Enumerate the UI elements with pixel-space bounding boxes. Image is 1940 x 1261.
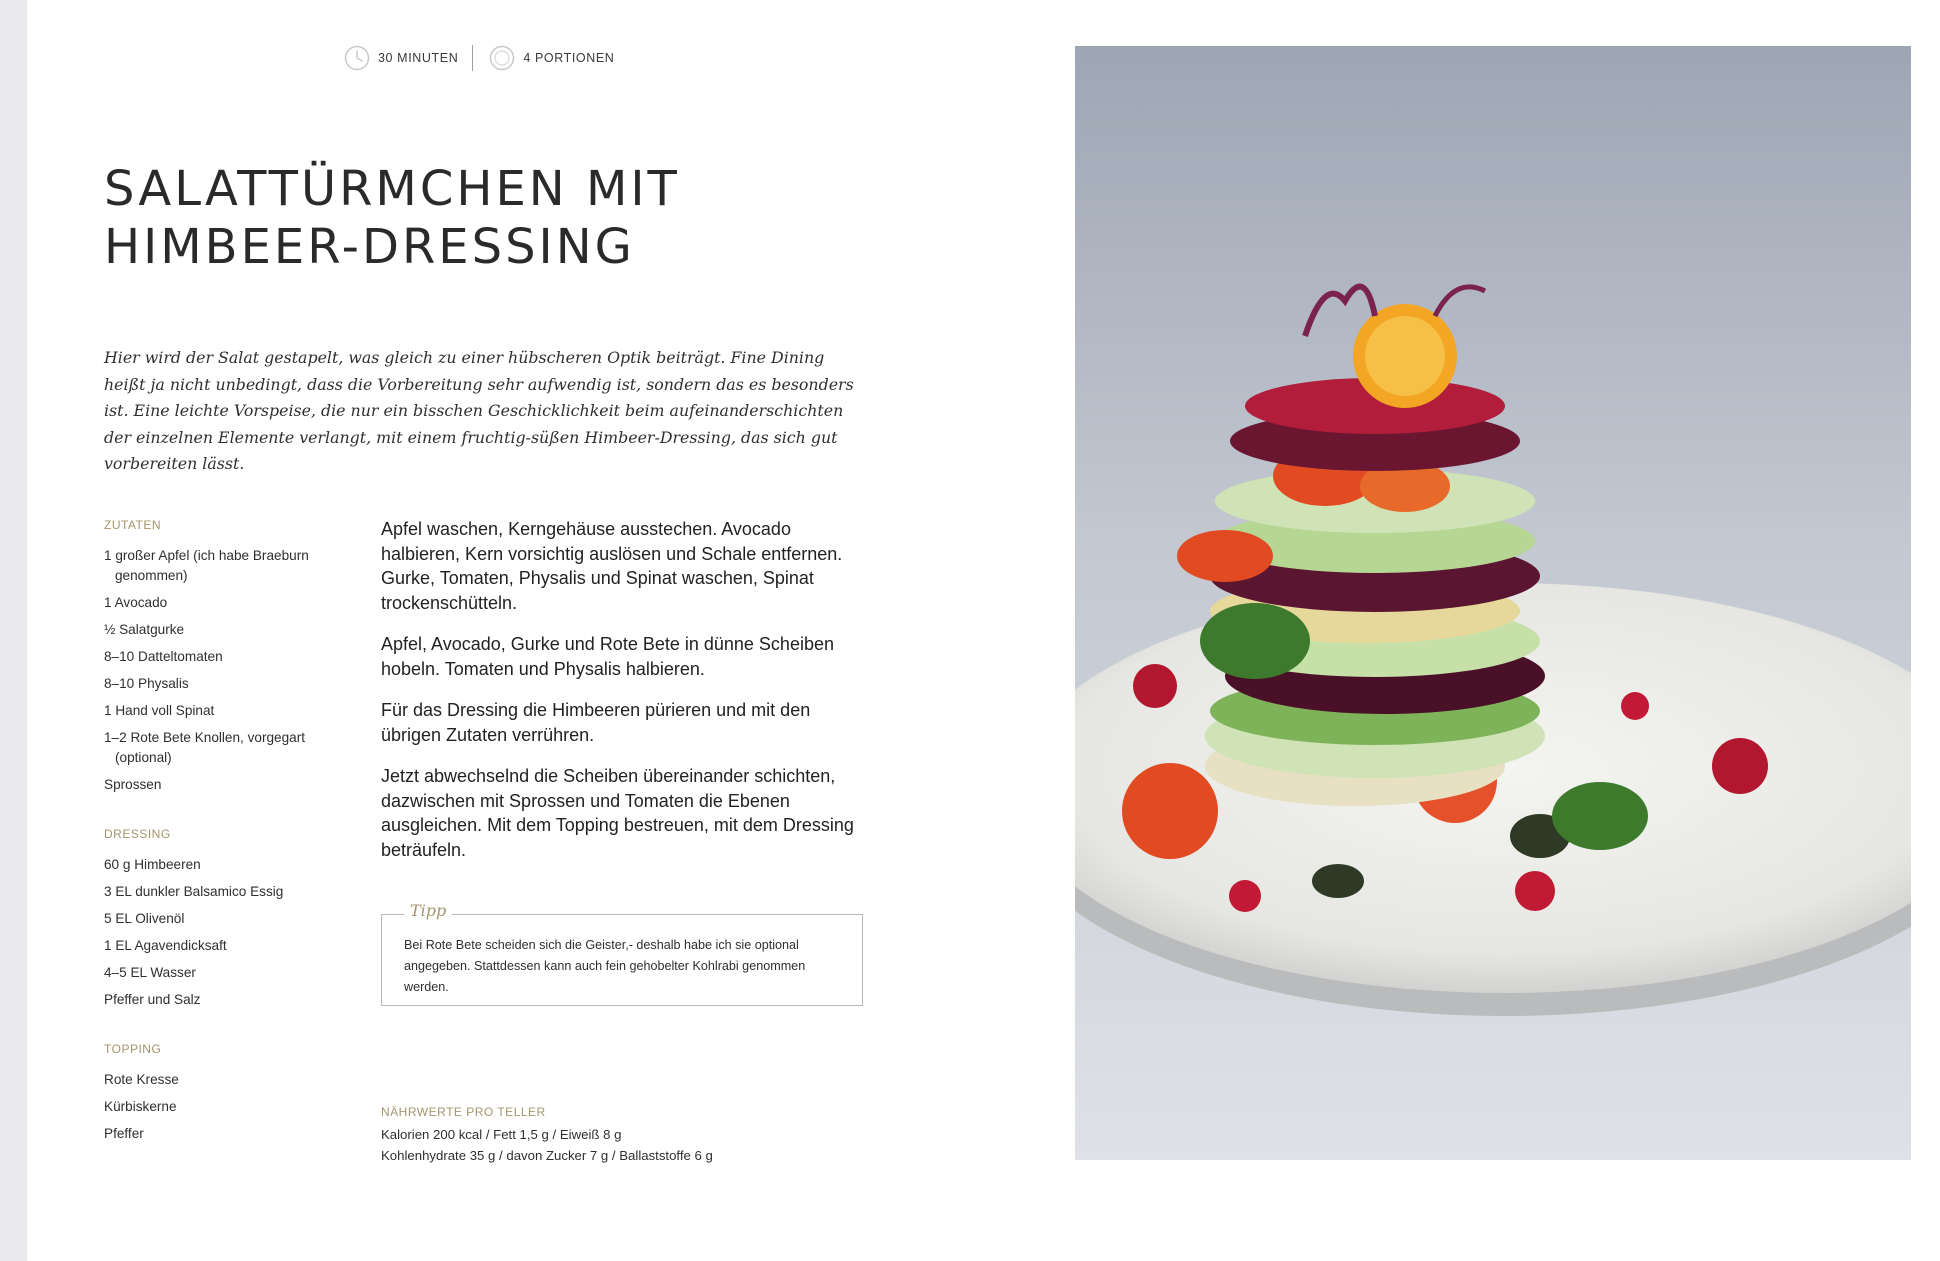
portions-label: 4 PORTIONEN <box>523 51 615 65</box>
ingredient-item: Rote Kresse <box>104 1072 179 1087</box>
ingredient-item: 4–5 EL Wasser <box>104 965 196 980</box>
dressing-list <box>104 855 344 1010</box>
clock-icon <box>344 45 370 71</box>
tip-text: Bei Rote Bete scheiden sich die Geister,- deshalb habe ich sie optional angegeben. Stattdessen kann auch fein gehobelter Kohlrabi genommen werden. <box>404 938 806 994</box>
nutrition-line-2: Kohlenhydrate 35 g / davon Zucker 7 g / Ballaststoffe 6 g <box>381 1148 713 1163</box>
ingredient-item: Sprossen <box>104 777 162 792</box>
plate-icon <box>489 45 515 71</box>
step-paragraph: Für das Dressing die Himbeeren pürieren und mit den übrigen Zutaten verrühren. <box>381 700 811 745</box>
dish-photo <box>1075 46 1911 1160</box>
ingredient-item: 1–2 Rote Bete Knollen, vorgegart (optional) <box>104 730 306 765</box>
nutrition-info <box>381 1103 871 1166</box>
ingredient-item: 60 g Himbeeren <box>104 857 201 872</box>
ingredient-item: 3 EL dunkler Balsamico Essig <box>104 884 284 899</box>
salad-tower-illustration <box>1075 46 1911 1160</box>
ingredient-item: 1 Avocado <box>104 595 168 610</box>
tip-box <box>381 901 863 1006</box>
tip-label: Tipp <box>404 901 452 920</box>
step-paragraph: Apfel waschen, Kerngehäuse ausstechen. Avocado halbieren, Kern vorsichtig auslösen und Schale entfernen. Gurke, Tomaten, Physalis und Spinat waschen, Spinat trockenschütteln. <box>381 519 843 613</box>
ingredients-group-topping <box>104 1040 344 1144</box>
topping-heading: TOPPING <box>104 1042 162 1056</box>
recipe-title <box>104 160 864 276</box>
ingredients-group-zutaten <box>104 516 344 795</box>
recipe-intro: Hier wird der Salat gestapelt, was gleich zu einer hübscheren Optik beiträgt. Fine Dining heißt ja nicht unbedingt, dass die Vorbereitung sehr aufwendig ist, sondern das es besonders ist. Eine leichte Vorspeise, die nur ein bisschen Geschicklichkeit beim aufeinanderschichten der einzelnen Elemente verlangt, mit einem fruchtig-süßen Himbeer-Dressing, das sich gut vorbereiten lässt. <box>104 348 854 473</box>
ingredient-item: Pfeffer <box>104 1126 144 1141</box>
ingredient-item: 1 großer Apfel (ich habe Braeburn genommen) <box>104 548 309 583</box>
ingredient-item: ½ Salatgurke <box>104 622 185 637</box>
ingredient-item: 1 EL Agavendicksaft <box>104 938 227 953</box>
step-paragraph: Apfel, Avocado, Gurke und Rote Bete in dünne Scheiben hobeln. Tomaten und Physalis halbieren. <box>381 634 834 679</box>
dressing-heading: DRESSING <box>104 827 171 841</box>
ingredient-item: 5 EL Olivenöl <box>104 911 185 926</box>
ingredients-group-dressing <box>104 825 344 1010</box>
nutrition-heading: NÄHRWERTE PRO TELLER <box>381 1105 546 1119</box>
ingredients-column <box>104 516 344 1151</box>
meta-divider <box>472 45 473 71</box>
time-label: 30 MINUTEN <box>378 51 459 65</box>
portions-meta <box>489 45 614 71</box>
ingredient-item: Pfeffer und Salz <box>104 992 201 1007</box>
ingredients-list <box>104 546 344 795</box>
topping-list <box>104 1070 344 1144</box>
ingredients-heading: ZUTATEN <box>104 518 162 532</box>
title-line-1: SALATTÜRMCHEN MIT <box>104 161 680 217</box>
time-meta <box>344 45 458 71</box>
recipe-meta-bar <box>344 44 614 72</box>
step-paragraph: Jetzt abwechselnd die Scheiben übereinander schichten, dazwischen mit Sprossen und Tomaten die Ebenen ausgleichen. Mit dem Topping bestreuen, mit dem Dressing beträufeln. <box>381 766 854 860</box>
page-edge-strip <box>0 0 27 1261</box>
ingredient-item: 1 Hand voll Spinat <box>104 703 215 718</box>
preparation-steps <box>381 517 871 879</box>
ingredient-item: 8–10 Datteltomaten <box>104 649 223 664</box>
nutrition-line-1: Kalorien 200 kcal / Fett 1,5 g / Eiweiß 8 g <box>381 1127 622 1142</box>
ingredient-item: 8–10 Physalis <box>104 676 189 691</box>
title-line-2: HIMBEER-DRESSING <box>104 219 635 275</box>
ingredient-item: Kürbiskerne <box>104 1099 177 1114</box>
